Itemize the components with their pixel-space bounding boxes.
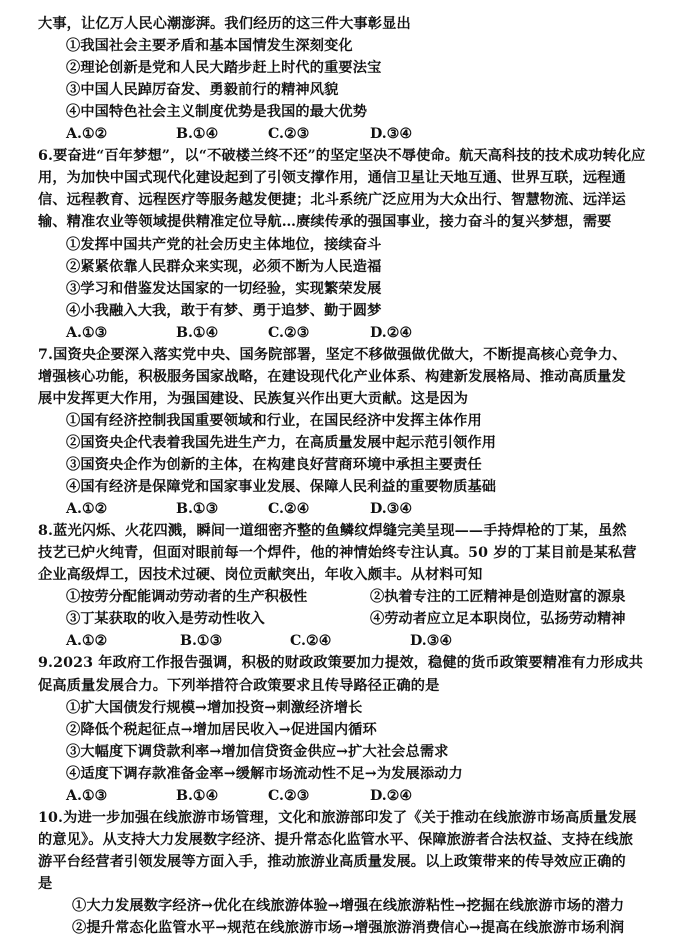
- question-text-line: 大事，让亿万人民心潮澎湃。我们经历的这三件大事彰显出: [38, 16, 411, 32]
- answer-choice: A.①③: [66, 324, 108, 341]
- question-text-line: 技艺已炉火纯青，但面对眼前每一个焊件，他的神情始终专注认真。50 岁的丁某目前是某私营: [38, 545, 637, 562]
- option-line: ①我国社会主要矛盾和基本国情发生深刻变化: [66, 38, 353, 55]
- answer-choice: B.①④: [176, 126, 219, 143]
- answer-choice: C.②④: [268, 501, 310, 518]
- option-line: ④劳动者应立足本职岗位，弘扬劳动精神: [370, 611, 626, 628]
- option-line: ③丁某获取的收入是劳动性收入: [66, 611, 265, 628]
- question-text-line: 信、远程教育、远程医疗等服务越发便捷；北斗系统广泛应用为大众出行、智慧物流、远洋运: [38, 192, 626, 209]
- answer-choice: B.①④: [176, 787, 219, 804]
- option-line: ②紧紧依靠人民群众来实现，必须不断为人民造福: [66, 258, 382, 275]
- option-line: ④中国特色社会主义制度优势是我国的最大优势: [66, 104, 368, 121]
- question-text-line: 10.为进一步加强在线旅游市场管理，文化和旅游部印发了《关于推动在线旅游市场高质量发展: [38, 809, 637, 826]
- option-line: ②提升常态化监管水平→规范在线旅游市场→增强旅游消费信心→提高在线旅游市场利润: [72, 920, 625, 937]
- option-line: ①大力发展数字经济→优化在线旅游体验→增强在线旅游粘性→挖掘在线旅游市场的潜力: [72, 898, 625, 914]
- answer-choice: A.①②: [66, 633, 108, 650]
- answer-choice: B.①④: [176, 324, 219, 341]
- answer-choice: D.②④: [370, 324, 413, 341]
- question-text-line: 企业高级焊工，因技术过硬、岗位贡献突出，年收入颇丰。从材料可知: [38, 567, 483, 584]
- option-line: ②理论创新是党和人民大踏步赶上时代的重要法宝: [66, 60, 382, 77]
- answer-choice: D.③④: [410, 633, 453, 650]
- answer-choice: B.①③: [176, 501, 219, 518]
- option-line: ③中国人民踔厉奋发、勇毅前行的精神风貌: [66, 82, 339, 99]
- option-line: ③国资央企作为创新的主体，在构建良好营商环境中承担主要责任: [66, 457, 482, 473]
- question-text-line: 9.2023 年政府工作报告强调，积极的财政政策要加力提效，稳健的货币政策要精准有力形成共: [38, 655, 644, 672]
- answer-choice: A.①③: [66, 787, 108, 804]
- answer-choice: C.②③: [268, 787, 310, 804]
- answer-choice: C.②③: [268, 126, 310, 143]
- option-line: ③大幅度下调贷款利率→增加信贷资金供应→扩大社会总需求: [66, 743, 449, 760]
- option-line: ①发挥中国共产党的社会历史主体地位，接续奋斗: [66, 236, 382, 253]
- question-text-line: 7.国资央企要深入落实党中央、国务院部署，坚定不移做强做优做大，不断提高核心竞争力、: [38, 346, 627, 363]
- answer-choice: C.②④: [290, 633, 332, 650]
- answer-choice: A.①②: [66, 501, 108, 518]
- question-text-line: 6.要奋进“百年梦想”，以“不破楼兰终不还”的坚定坚决不辱使命。航天高科技的技术成功转化应: [38, 148, 646, 165]
- option-line: ④小我融入大我，敢于有梦、勇于追梦、勤于圆梦: [66, 302, 382, 319]
- option-line: ②执着专注的工匠精神是创造财富的源泉: [370, 589, 626, 606]
- option-line: ④国有经济是保障党和国家事业发展、保障人民利益的重要物质基础: [66, 479, 497, 496]
- option-line: ①按劳分配能调动劳动者的生产积极性: [66, 589, 308, 606]
- question-text-line: 的意见》。从支持大力发展数字经济、提升常态化监管水平、保障旅游者合法权益、支持在线旅: [38, 831, 634, 848]
- question-text-line: 用，为加快中国式现代化建设起到了引领支撑作用，通信卫星让天地互通、世界互联，远程通: [38, 170, 626, 187]
- answer-choice: B.①③: [180, 633, 223, 650]
- question-text-line: 促高质量发展合力。下列举措符合政策要求且传导路径正确的是: [38, 677, 440, 694]
- answer-choice: D.③④: [370, 126, 413, 143]
- question-text-line: 展中发挥更大作用，为强国建设、民族复兴作出更大贡献。这是因为: [38, 390, 469, 407]
- question-text-line: 输、精准农业等领域提供精准定位导航…赓续传承的强国事业，接力奋斗的复兴梦想，需要: [38, 214, 612, 231]
- answer-choice: A.①②: [66, 126, 108, 143]
- question-text-line: 是: [38, 875, 53, 892]
- answer-choice: C.②③: [268, 324, 310, 341]
- option-line: ④适度下调存款准备金率→缓解市场流动性不足→为发展添动力: [66, 765, 463, 782]
- option-line: ③学习和借鉴发达国家的一切经验，实现繁荣发展: [66, 280, 382, 297]
- question-text-line: 8.蓝光闪烁、火花四溅，瞬间一道细密齐整的鱼鳞纹焊缝完美呈现——手持焊枪的丁某，虽然: [38, 523, 627, 540]
- option-line: ②降低个税起征点→增加居民收入→促进国内循环: [66, 721, 377, 738]
- answer-choice: D.②④: [370, 787, 413, 804]
- question-text-line: 游平台经营者引领发展等方面入手，推动旅游业高质量发展。以上政策带来的传导效应正确的: [38, 853, 626, 870]
- question-text-line: 增强核心功能，积极服务国家战略，在建设现代化产业体系、构建新发展格局、推动高质量发: [38, 368, 626, 385]
- option-line: ②国资央企代表着我国先进生产力，在高质量发展中起示范引领作用: [66, 434, 497, 451]
- answer-choice: D.③④: [370, 501, 413, 518]
- option-line: ①国有经济控制我国重要领域和行业，在国民经济中发挥主体作用: [66, 412, 482, 429]
- option-line: ①扩大国债发行规模→增加投资→刺激经济增长: [66, 699, 363, 716]
